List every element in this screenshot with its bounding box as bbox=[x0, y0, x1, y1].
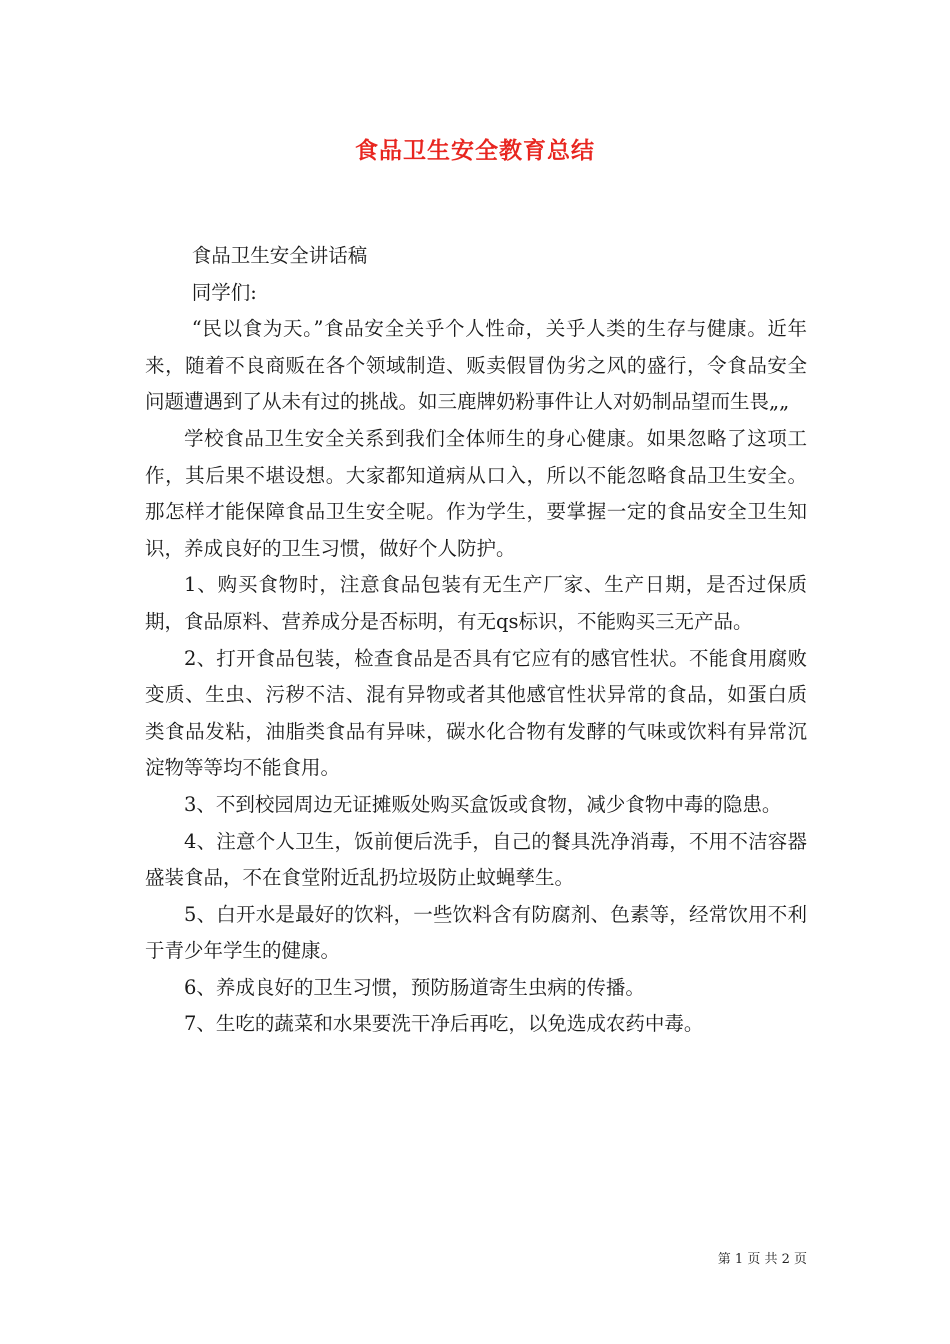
document-title: 食品卫生安全教育总结 bbox=[355, 137, 595, 164]
document-subtitle: 食品卫生安全讲话稿 bbox=[191, 244, 368, 267]
page-number: 第 1 页 共 2 页 bbox=[717, 1252, 807, 1267]
list-item-4: 4、注意个人卫生，饭前便后洗手，自己的餐具洗净消毒，不用不洁容器盛装食品，不在食堂附近乱扔垃圾防止蚊蝇孳生。 bbox=[145, 829, 807, 890]
list-item-2: 2、打开食品包装，检查食品是否具有它应有的感官性状。不能食用腐败变质、生虫、污秽不洁、混有异物或者其他感官性状异常的食品，如蛋白质类食品发粘，油脂类食品有异味，碳水化合物有发酵的气味或饮料有异常沉淀物等等均不能食用。 bbox=[145, 646, 807, 780]
list-item-6: 6、养成良好的卫生习惯，预防肠道寄生虫病的传播。 bbox=[184, 975, 645, 999]
paragraph-school-safety: 学校食品卫生安全关系到我们全体师生的身心健康。如果忽略了这项工作，其后果不堪设想。大家都知道病从口入，所以不能忽略食品卫生安全。那怎样才能保障食品卫生安全呢。作为学生，要掌握一定的食品安全卫生知识，养成良好的卫生习惯，做好个人防护。 bbox=[145, 426, 807, 560]
document-body bbox=[145, 238, 807, 1043]
list-item-3: 3、不到校园周边无证摊贩处购买盒饭或食物，减少食物中毒的隐患。 bbox=[184, 792, 782, 816]
list-item-1: 1、购买食物时，注意食品包装有无生产厂家、生产日期，是否过保质期，食品原料、营养成分是否标明，有无qs标识，不能购买三无产品。 bbox=[145, 573, 807, 633]
salutation: 同学们: bbox=[191, 280, 257, 304]
paragraph-intro: “民以食为天。”食品安全关乎个人性命，关乎人类的生存与健康。近年来，随着不良商贩在各个领域制造、贩卖假冒伪劣之风的盛行，令食品安全问题遭遇到了从未有过的挑战。如三鹿牌奶粉事件让人对奶制品望而生畏„„ bbox=[145, 317, 807, 414]
list-item-5: 5、白开水是最好的饮料，一些饮料含有防腐剂、色素等，经常饮用不利于青少年学生的健康。 bbox=[145, 902, 807, 963]
list-item-7: 7、生吃的蔬菜和水果要洗干净后再吃，以免选成农药中毒。 bbox=[184, 1012, 704, 1036]
